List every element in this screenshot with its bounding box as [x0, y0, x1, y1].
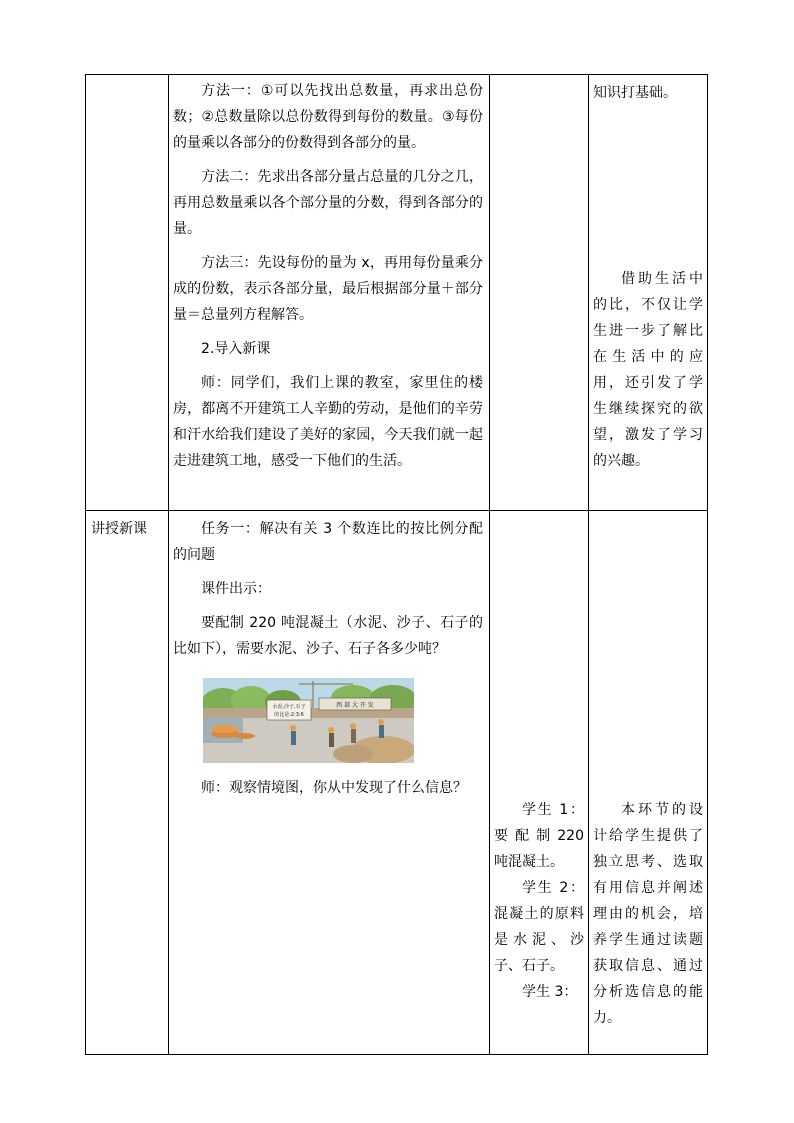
courseware-label: 课件出示： — [201, 581, 271, 597]
row1-note-bottom — [593, 266, 703, 474]
column-divider — [588, 74, 589, 1055]
section-label: 讲授新课 — [91, 521, 147, 537]
teacher-intro-text: 师：同学们，我们上课的教室，家里住的楼房，都离不开建筑工人辛勤的劳动，是他们的辛劳和汗水给我们建设了美好的家园，今天我们就一起走进建筑工地，感受一下他们的生活。 — [173, 375, 483, 469]
ratio-sign-line2: 的比是:2:3:6 — [274, 712, 304, 718]
method-two-text: 方法二：先求出各部分量占总量的几分之几，再用总数量乘以各个部分量的分数，得到各部分的量。 — [173, 169, 483, 237]
method-one-text: 方法一：①可以先找出总数量，再求出总份数；②总数量除以总份数得到每份的数量。③每份的量乘以各部分的份数得到各部分的量。 — [173, 83, 483, 151]
problem-text: 要配制 220 吨混凝土（水泥、沙子、石子的比如下），需要水泥、沙子、石子各多少吨？ — [173, 615, 483, 657]
banner-sign: 西 部 大 开 发 — [336, 702, 374, 709]
design-note-cell — [593, 797, 703, 1031]
row2-content-cell — [173, 516, 483, 662]
section-label-cell — [91, 516, 166, 542]
column-divider — [489, 74, 490, 1055]
row2-question-cell — [173, 775, 483, 801]
section-heading: 2.导入新课 — [201, 341, 271, 357]
design-note-text: 本环节的设计给学生提供了独立思考、选取有用信息并阐述理由的机会，培养学生通过读题获取信息、通过分析选信息的能力。 — [593, 802, 703, 1026]
student-answer: 学生 3： — [522, 984, 578, 1000]
construction-site-image — [203, 678, 414, 763]
table-border-top — [85, 74, 708, 75]
table-border-right — [707, 74, 708, 1055]
note-text: 知识打基础。 — [593, 85, 677, 101]
column-divider — [168, 74, 169, 1055]
task-one-text: 任务一：解决有关 3 个数连比的按比例分配的问题 — [173, 521, 483, 563]
construction-site-illustration — [203, 678, 414, 763]
ratio-sign-line1: 水泥,沙子,石子 — [272, 704, 306, 710]
row1-note-top — [593, 80, 703, 106]
student-answer: 学生 2：混凝土的原料是水泥、沙子、石子。 — [494, 880, 584, 974]
row1-content-cell — [173, 78, 483, 474]
row-divider — [85, 510, 708, 511]
lesson-table — [85, 74, 708, 1055]
student-answers-cell — [494, 797, 584, 1005]
note-text: 借助生活中的比，不仅让学生进一步了解比在生活中的应用，还引发了学生继续探究的欲望，激发了学习的兴趣。 — [593, 271, 703, 469]
student-answer: 学生 1：要 配 制 220吨混凝土。 — [494, 802, 584, 870]
method-three-text: 方法三：先设每份的量为 x，再用每份量乘分成的份数，表示各部分量，最后根据部分量＋部分量＝总量列方程解答。 — [173, 255, 483, 323]
table-border-bottom — [85, 1054, 708, 1055]
table-border-left — [85, 74, 86, 1055]
teacher-question-text: 师：观察情境图，你从中发现了什么信息？ — [201, 780, 467, 796]
